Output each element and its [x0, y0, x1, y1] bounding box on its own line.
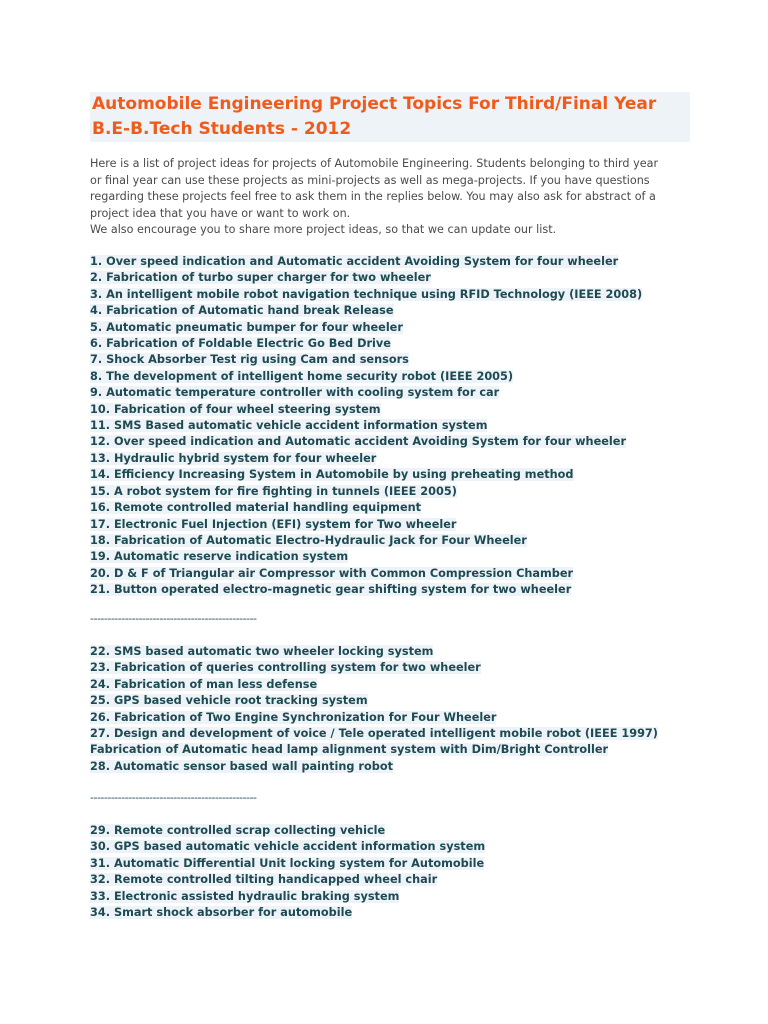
project-list-item [90, 434, 690, 450]
project-list-item-text: 17. Electronic Fuel Injection (EFI) system for Two wheeler [90, 517, 457, 531]
intro-line: We also encourage you to share more project ideas, so that we can update our list. [90, 223, 557, 236]
separator-2: ------------------------------------------------ [90, 791, 257, 804]
project-list-item [90, 660, 690, 676]
project-list-item-text: 23. Fabrication of queries controlling system for two wheeler [90, 661, 481, 675]
project-list-item-text: 25. GPS based vehicle root tracking system [90, 694, 368, 708]
project-list-item-text: 27. Design and development of voice / Tele operated intelligent mobile robot (IEEE 1997) [90, 727, 658, 741]
project-list-item-text: 20. D & F of Triangular air Compressor with Common Compression Chamber [90, 566, 574, 580]
intro-line: Here is a list of project ideas for projects of Automobile Engineering. Students belonging to third year [90, 157, 659, 170]
project-list-item [90, 418, 690, 434]
project-list-item [90, 905, 690, 921]
project-list-item-text: 4. Fabrication of Automatic hand break Release [90, 304, 394, 318]
project-list-item [90, 533, 690, 549]
project-list-item [90, 385, 690, 401]
project-list-item [90, 336, 690, 352]
project-list-item [90, 467, 690, 483]
project-list-item [90, 856, 690, 872]
intro-line: regarding these projects feel free to ask them in the replies below. You may also ask for abstract of a [90, 190, 656, 203]
project-list-item [90, 270, 690, 286]
project-list-item [90, 402, 690, 418]
project-list-item-text: 28. Automatic sensor based wall painting robot [90, 759, 393, 773]
project-list-item-text: 5. Automatic pneumatic bumper for four wheeler [90, 320, 403, 334]
project-list-item-text: 34. Smart shock absorber for automobile [90, 906, 353, 920]
intro-line: project idea that you have or want to work on. [90, 206, 351, 220]
project-list-item [90, 693, 690, 709]
project-list-item [90, 500, 690, 516]
project-list-item-text: 7. Shock Absorber Test rig using Cam and sensors [90, 353, 409, 367]
project-list-item [90, 484, 690, 500]
title-line-1: Automobile Engineering Project Topics For Third/Final Year [90, 92, 690, 117]
project-list-item [90, 872, 690, 888]
project-list-item [90, 517, 690, 533]
project-list-item [90, 566, 690, 582]
project-list-item-text: 22. SMS based automatic two wheeler locking system [90, 645, 434, 658]
project-list-item-text: 2. Fabrication of turbo super charger for two wheeler [90, 271, 431, 285]
project-list-item-text: 33. Electronic assisted hydraulic braking system [90, 889, 400, 903]
project-list-item-text: 14. Efficiency Increasing System in Automobile by using preheating method [90, 468, 574, 482]
project-list-1 [90, 254, 690, 599]
project-list-item-text: 32. Remote controlled tilting handicapped wheel chair [90, 873, 438, 887]
project-list-item-text: 8. The development of intelligent home security robot (IEEE 2005) [90, 369, 514, 383]
project-list-item-text: 19. Automatic reserve indication system [90, 550, 349, 564]
project-list-3 [90, 823, 690, 921]
project-list-item-text: 29. Remote controlled scrap collecting vehicle [90, 824, 386, 837]
project-list-item-text: 21. Button operated electro-magnetic gear shifting system for two wheeler [90, 583, 572, 597]
project-list-item [90, 254, 690, 270]
project-list-item [90, 759, 690, 775]
project-list-item [90, 726, 690, 742]
project-list-item-text: 1. Over speed indication and Automatic accident Avoiding System for four wheeler [90, 255, 619, 268]
project-list-item-text: 12. Over speed indication and Automatic accident Avoiding System for four wheeler [90, 435, 627, 449]
project-list-item [90, 369, 690, 385]
project-list-item [90, 742, 690, 758]
project-list-item [90, 823, 690, 839]
project-list-item-text: 30. GPS based automatic vehicle accident information system [90, 840, 486, 854]
project-list-item-text: 16. Remote controlled material handling equipment [90, 501, 422, 515]
project-list-2 [90, 644, 690, 775]
project-list-item-text: 15. A robot system for fire fighting in tunnels (IEEE 2005) [90, 484, 457, 498]
project-list-item [90, 644, 690, 660]
project-list-item [90, 677, 690, 693]
project-list-item-text: 18. Fabrication of Automatic Electro-Hydraulic Jack for Four Wheeler [90, 533, 527, 547]
project-list-item [90, 549, 690, 565]
project-list-item-text: 11. SMS Based automatic vehicle accident information system [90, 419, 488, 433]
project-list-item-text: 13. Hydraulic hybrid system for four wheeler [90, 451, 377, 465]
project-list-item-text: 10. Fabrication of four wheel steering system [90, 402, 381, 416]
title-line-2: B.E-B.Tech Students - 2012 [90, 117, 690, 142]
project-list-item [90, 839, 690, 855]
project-list-item-text: 26. Fabrication of Two Engine Synchronization for Four Wheeler [90, 710, 497, 724]
intro-line: or final year can use these projects as mini-projects as well as mega-projects. If you have questions [90, 173, 650, 187]
project-list-item-text: 3. An intelligent mobile robot navigation technique using RFID Technology (IEEE 2008) [90, 287, 643, 301]
project-list-item [90, 451, 690, 467]
project-list-item-text: 24. Fabrication of man less defense [90, 677, 318, 691]
project-list-item [90, 352, 690, 368]
project-list-item [90, 582, 690, 598]
project-list-item-text: 6. Fabrication of Foldable Electric Go Bed Drive [90, 337, 391, 351]
separator-1: ------------------------------------------------ [90, 612, 257, 625]
project-list-item-text: Fabrication of Automatic head lamp alignment system with Dim/Bright Controller [90, 743, 609, 757]
project-list-item-text: 9. Automatic temperature controller with cooling system for car [90, 386, 500, 400]
project-list-item [90, 889, 690, 905]
project-list-item [90, 303, 690, 319]
project-list-item [90, 287, 690, 303]
project-list-item-text: 31. Automatic Differential Unit locking system for Automobile [90, 856, 485, 870]
project-list-item [90, 710, 690, 726]
page-title [90, 92, 690, 142]
project-list-item [90, 320, 690, 336]
intro-paragraph [90, 156, 690, 239]
